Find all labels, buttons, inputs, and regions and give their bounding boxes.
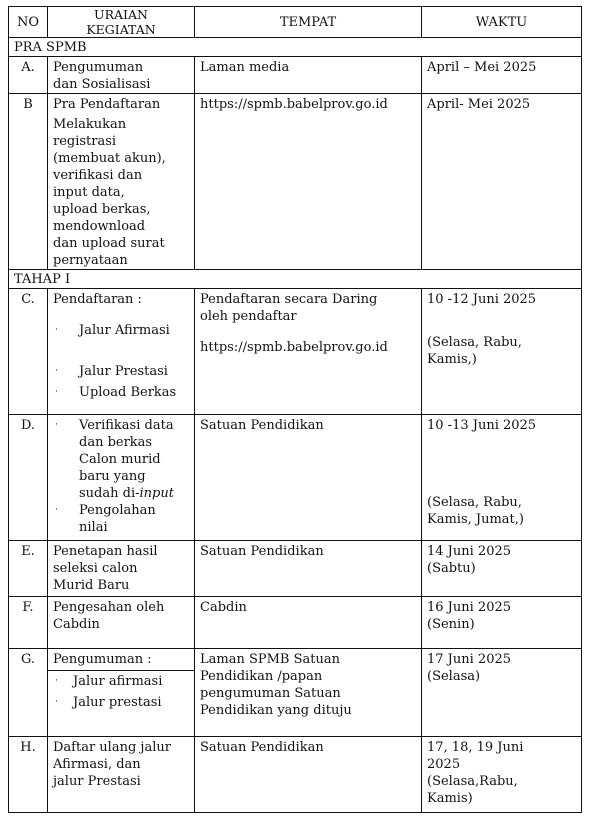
uraian-cell — [48, 737, 195, 813]
row-number: F. — [9, 597, 48, 649]
bullet-icon: · — [55, 505, 58, 515]
waktu-days: (Selasa,Rabu, — [427, 774, 518, 789]
tempat-cell: Satuan Pendidikan — [195, 415, 422, 541]
row-number: B — [9, 94, 48, 270]
tempat-cell: Cabdin — [195, 597, 422, 649]
uraian-cell — [48, 289, 195, 415]
list-item — [53, 502, 189, 536]
uraian-cell — [48, 415, 195, 541]
waktu-days: Kamis) — [427, 791, 473, 806]
row-number: E. — [9, 541, 48, 597]
tempat-url: https://spmb.babelprov.go.id — [200, 340, 388, 355]
list-item-text-italic: input — [139, 486, 174, 501]
list-item — [53, 322, 189, 339]
waktu-days: (Selasa, Rabu, — [427, 495, 522, 510]
uraian-text: Pengesahan oleh — [53, 600, 165, 615]
tempat-cell: Laman media — [195, 57, 422, 94]
header-row — [9, 7, 582, 38]
uraian-text: registrasi — [53, 134, 117, 149]
bullet-icon: · — [55, 697, 58, 707]
list-item-label: Upload Berkas — [79, 385, 177, 400]
tempat-cell: Satuan Pendidikan — [195, 737, 422, 813]
uraian-text: upload berkas, — [53, 202, 151, 217]
uraian-text: Melakukan — [53, 117, 127, 132]
tempat-text: oleh pendaftar — [200, 309, 297, 324]
table-row-g — [9, 649, 582, 737]
waktu-date: 17 Juni 2025 — [427, 652, 512, 667]
uraian-text: verifikasi dan — [53, 168, 143, 183]
table-row-a — [9, 57, 582, 94]
waktu-date: 14 Juni 2025 — [427, 544, 512, 559]
row-number: C. — [9, 289, 48, 415]
section-label: TAHAP I — [9, 270, 582, 289]
uraian-cell — [48, 541, 195, 597]
list-item-label: Jalur Prestasi — [79, 364, 168, 379]
uraian-text: Cabdin — [53, 617, 100, 632]
bullet-icon: · — [55, 420, 58, 430]
uraian-cell — [48, 649, 195, 737]
table-row-d — [9, 415, 582, 541]
uraian-text: Afirmasi, dan — [53, 757, 141, 772]
waktu-cell — [422, 737, 582, 813]
uraian-title: Pendaftaran : — [53, 292, 142, 307]
header-uraian — [48, 7, 195, 38]
list-item-text: nilai — [79, 520, 108, 535]
inner-divider — [48, 670, 194, 711]
uraian-text: Murid Baru — [53, 578, 130, 593]
list-item — [53, 694, 189, 711]
header-uraian-line2: KEGIATAN — [86, 22, 156, 37]
waktu-days: Kamis,) — [427, 352, 477, 367]
bullet-icon: · — [55, 676, 58, 686]
list-item-label: Jalur Afirmasi — [79, 323, 170, 338]
uraian-text: dan Sosialisasi — [53, 77, 151, 92]
waktu-cell: April- Mei 2025 — [422, 94, 582, 270]
uraian-text: (membuat akun), — [53, 151, 166, 166]
waktu-date: 16 Juni 2025 — [427, 600, 512, 615]
list-item — [53, 363, 189, 380]
table-row-e — [9, 541, 582, 597]
list-item — [53, 673, 189, 690]
list-item — [53, 417, 189, 502]
uraian-cell — [48, 597, 195, 649]
section-row-pra — [9, 38, 582, 57]
waktu-days: (Senin) — [427, 617, 475, 632]
list-item-label: Jalur prestasi — [73, 695, 162, 710]
uraian-text: seleksi calon — [53, 561, 138, 576]
tempat-text: Pendidikan /papan — [200, 669, 323, 684]
list-item-text: Verifikasi data — [79, 418, 174, 433]
uraian-text: Daftar ulang jalur — [53, 740, 171, 755]
section-label: PRA SPMB — [9, 38, 582, 57]
tempat-cell: https://spmb.babelprov.go.id — [195, 94, 422, 270]
uraian-text: Pengumuman — [53, 60, 144, 75]
uraian-text: jalur Prestasi — [53, 774, 141, 789]
waktu-days: (Selasa, Rabu, — [427, 335, 522, 350]
list-item-label — [79, 417, 174, 502]
list-item — [53, 384, 189, 401]
uraian-cell — [48, 57, 195, 94]
list-item-text: Pengolahan — [79, 503, 156, 518]
row-number: H. — [9, 737, 48, 813]
waktu-date: 10 -13 Juni 2025 — [427, 418, 537, 433]
waktu-date: 17, 18, 19 Juni — [427, 740, 524, 755]
tempat-text: Laman SPMB Satuan — [200, 652, 340, 667]
tempat-text: pengumuman Satuan — [200, 686, 341, 701]
tempat-cell — [195, 649, 422, 737]
table-row-c — [9, 289, 582, 415]
uraian-title: Pengumuman : — [53, 652, 152, 667]
header-tempat: TEMPAT — [195, 7, 422, 38]
tempat-text: Pendidikan yang dituju — [200, 703, 352, 718]
uraian-title: Pra Pendaftaran — [53, 97, 161, 112]
tempat-cell: Satuan Pendidikan — [195, 541, 422, 597]
waktu-cell — [422, 597, 582, 649]
row-number: G. — [9, 649, 48, 737]
list-item-text: dan berkas — [79, 435, 153, 450]
list-item-text: baru yang — [79, 469, 146, 484]
waktu-days: (Sabtu) — [427, 561, 476, 576]
header-uraian-line1: URAIAN — [94, 7, 148, 22]
row-number: A. — [9, 57, 48, 94]
list-item-text-plain: sudah di- — [79, 486, 140, 501]
header-no: NO — [9, 7, 48, 38]
uraian-text: mendownload — [53, 219, 146, 234]
table-row-b — [9, 94, 582, 270]
uraian-cell — [48, 94, 195, 270]
waktu-cell — [422, 289, 582, 415]
tempat-cell — [195, 289, 422, 415]
bullet-icon: · — [55, 325, 58, 335]
bullet-icon: · — [55, 366, 58, 376]
uraian-text: pernyataan — [53, 253, 128, 268]
uraian-text: Penetapan hasil — [53, 544, 158, 559]
list-item-text — [79, 485, 174, 502]
waktu-date: 2025 — [427, 757, 461, 772]
waktu-cell — [422, 415, 582, 541]
waktu-days: (Selasa) — [427, 669, 481, 684]
tempat-text: Pendaftaran secara Daring — [200, 292, 378, 307]
waktu-cell — [422, 649, 582, 737]
bullet-icon: · — [55, 387, 58, 397]
waktu-date: 10 -12 Juni 2025 — [427, 292, 537, 307]
row-number: D. — [9, 415, 48, 541]
table-row-f — [9, 597, 582, 649]
list-item-label: Jalur afirmasi — [73, 674, 163, 689]
uraian-text: dan upload surat — [53, 236, 165, 251]
header-waktu: WAKTU — [422, 7, 582, 38]
list-item-label — [79, 502, 156, 536]
list-item-text: Calon murid — [79, 452, 161, 467]
schedule-table — [8, 6, 582, 813]
uraian-text: input data, — [53, 185, 125, 200]
table-row-h — [9, 737, 582, 813]
section-row-tahap1 — [9, 270, 582, 289]
waktu-cell — [422, 541, 582, 597]
waktu-cell: April – Mei 2025 — [422, 57, 582, 94]
waktu-days: Kamis, Jumat,) — [427, 512, 524, 527]
